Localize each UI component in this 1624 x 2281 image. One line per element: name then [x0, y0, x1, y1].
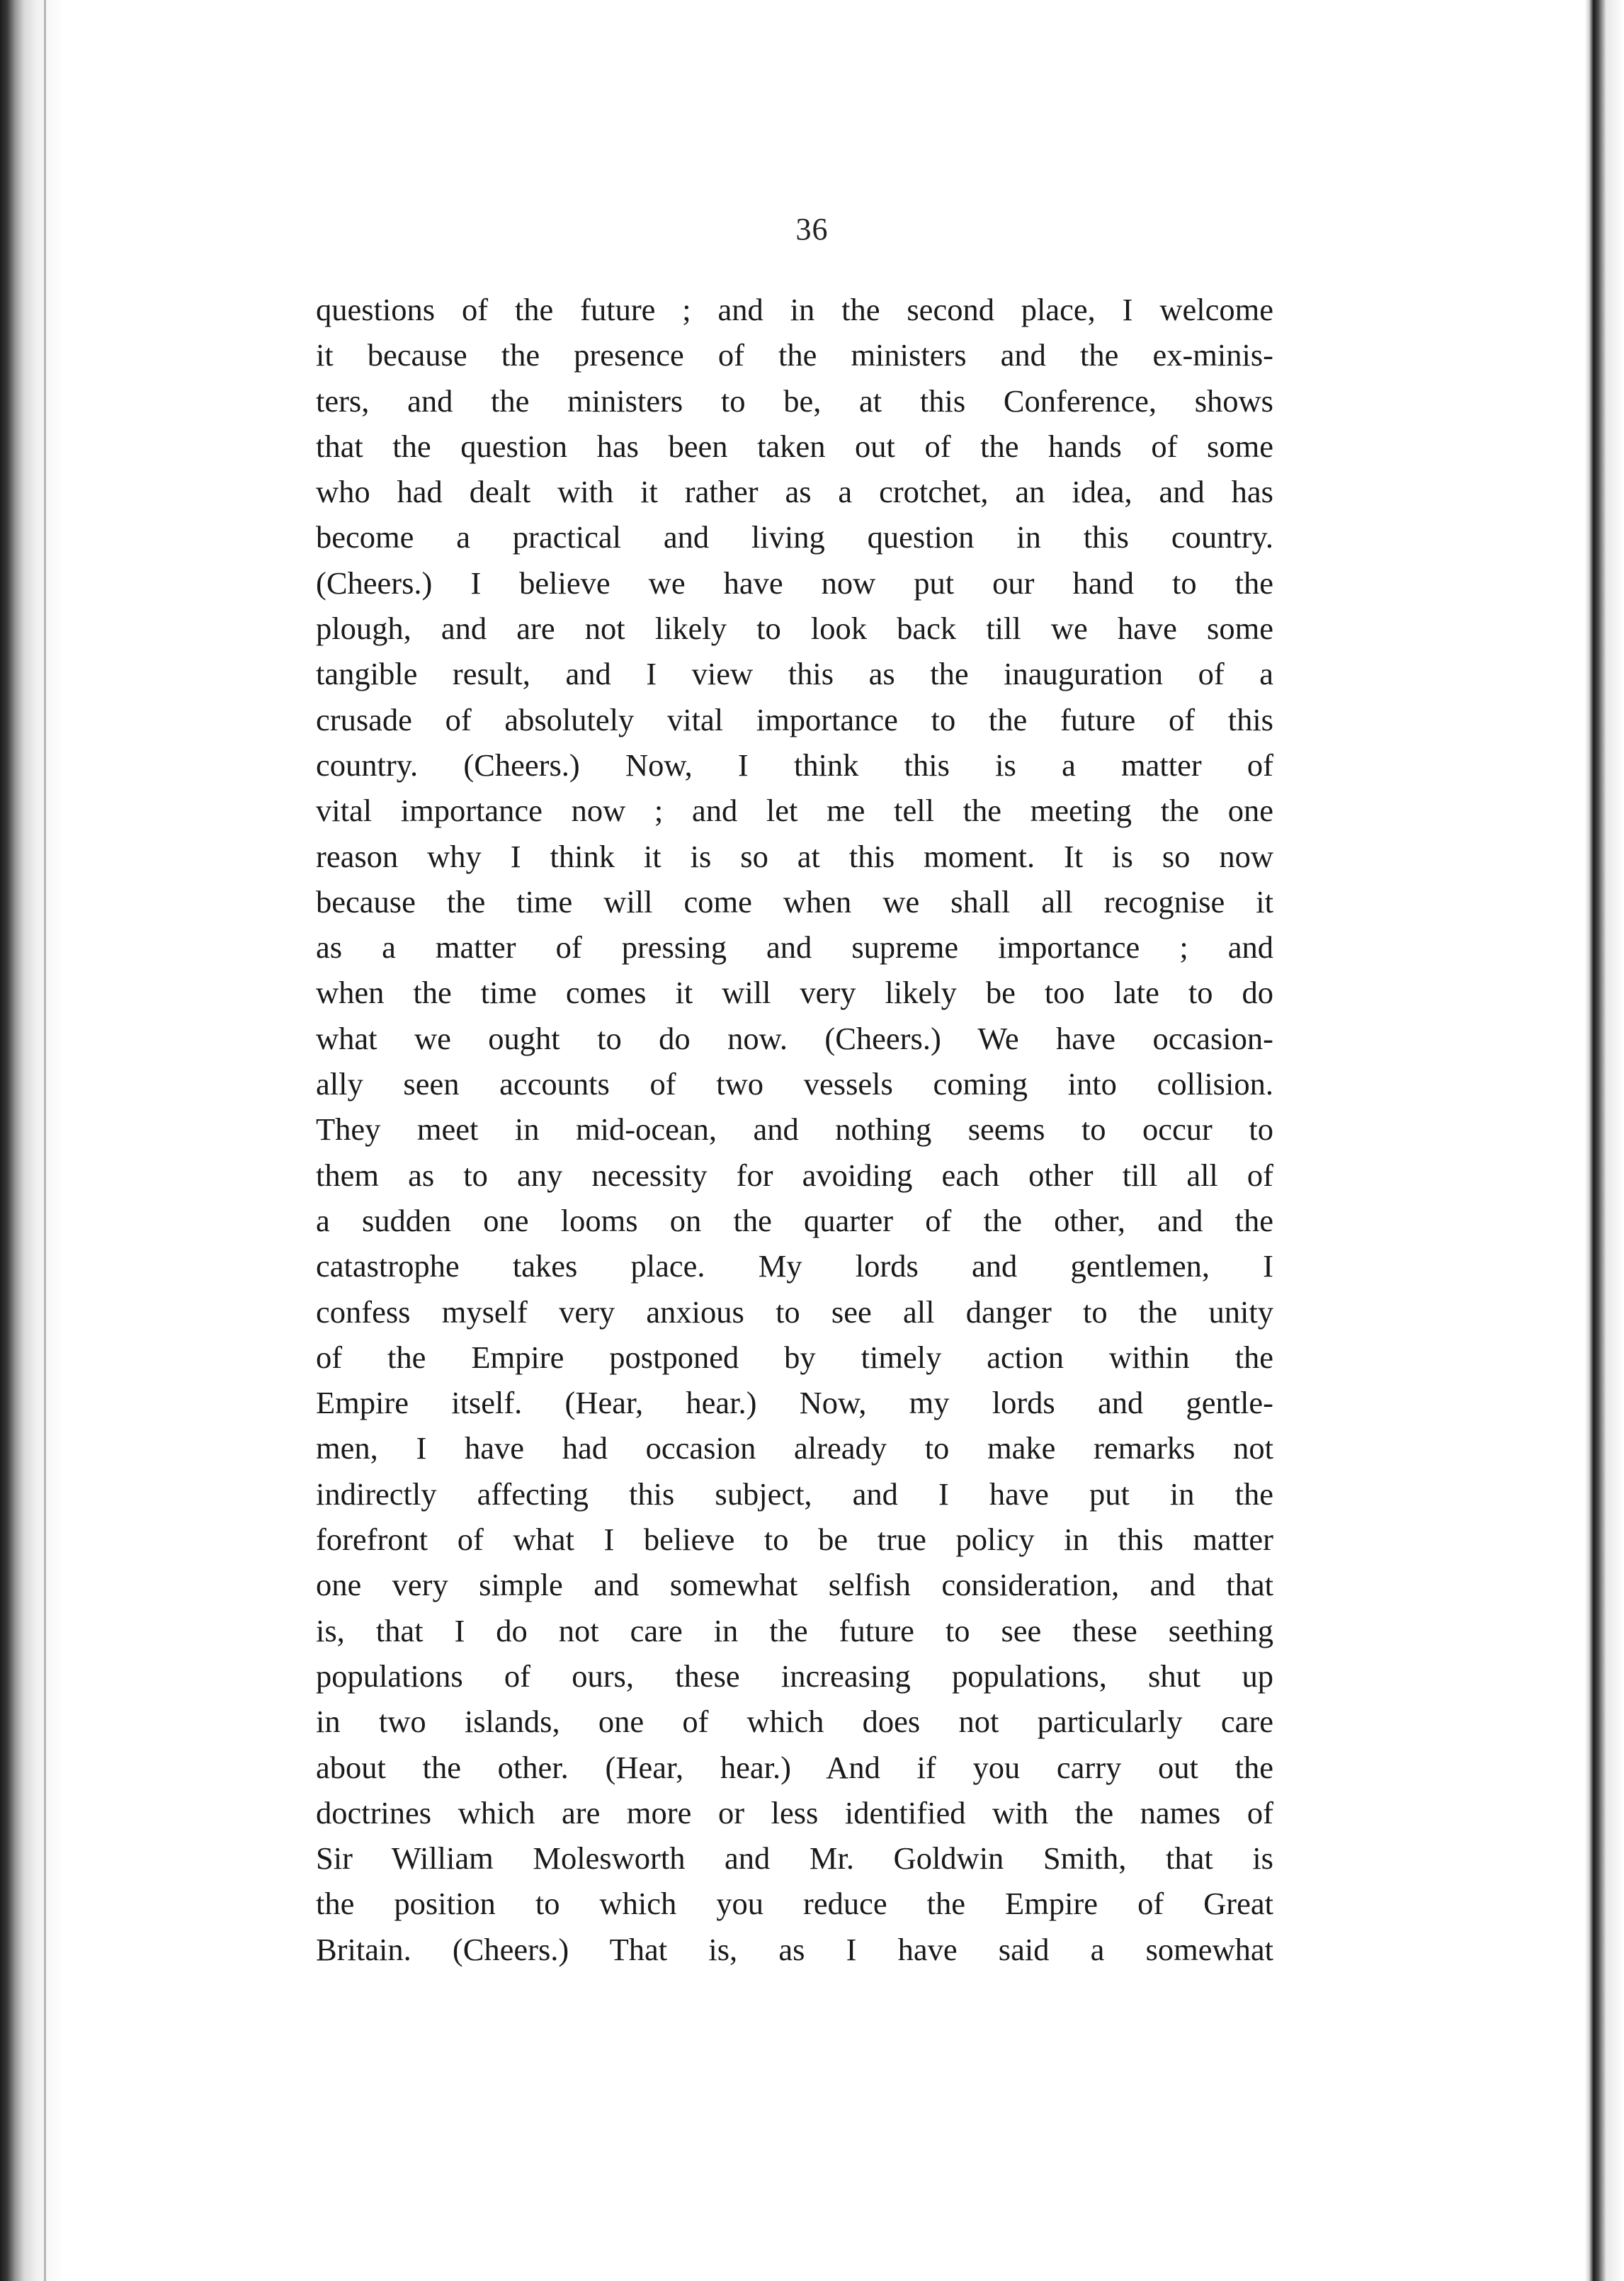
text-line: tangible result, and I view this as the inauguration of a — [316, 656, 1273, 692]
text-line: of the Empire postponed by timely action within the — [316, 1339, 1273, 1375]
text-line: reason why I think it is so at this moment. It is so now — [316, 838, 1273, 874]
text-line: indirectly affecting this subject, and I have put in the — [316, 1476, 1273, 1512]
text-line: it because the presence of the ministers and the ex-minis- — [316, 337, 1273, 373]
text-line: vital importance now ; and let me tell the meeting the one — [316, 793, 1273, 829]
text-line: ally seen accounts of two vessels coming into collision. — [316, 1066, 1273, 1102]
text-line: populations of ours, these increasing populations, shut up — [316, 1658, 1273, 1694]
text-line: Empire itself. (Hear, hear.) Now, my lords and gentle- — [316, 1385, 1273, 1421]
text-line: Britain. (Cheers.) That is, as I have said a somewhat — [316, 1931, 1273, 1967]
left-binding-edge — [0, 0, 64, 2281]
text-line: Sir William Molesworth and Mr. Goldwin Smith, that is — [316, 1840, 1273, 1877]
text-line: confess myself very anxious to see all danger to the unity — [316, 1294, 1273, 1330]
text-line: men, I have had occasion already to make remarks not — [316, 1430, 1273, 1466]
text-line: crusade of absolutely vital importance to the future of this — [316, 701, 1273, 737]
text-line: a sudden one looms on the quarter of the other, and the — [316, 1202, 1273, 1238]
text-line: them as to any necessity for avoiding each other till all of — [316, 1157, 1273, 1193]
page-number: 36 — [795, 212, 829, 247]
text-line: plough, and are not likely to look back till we have some — [316, 611, 1273, 647]
text-line: catastrophe takes place. My lords and gentlemen, I — [316, 1248, 1273, 1284]
text-line: when the time comes it will very likely be too late to do — [316, 975, 1273, 1011]
text-line: country. (Cheers.) Now, I think this is a matter of — [316, 747, 1273, 783]
text-line: what we ought to do now. (Cheers.) We have occasion- — [316, 1020, 1273, 1056]
text-line: in two islands, one of which does not particularly care — [316, 1704, 1273, 1740]
text-line: (Cheers.) I believe we have now put our hand to the — [316, 565, 1273, 601]
body-text — [316, 287, 1273, 1972]
text-line: questions of the future ; and in the second place, I welcome — [316, 292, 1273, 327]
text-line: ters, and the ministers to be, at this Conference, shows — [316, 383, 1273, 419]
text-line: the position to which you reduce the Empire of Great — [316, 1886, 1273, 1922]
text-line: that the question has been taken out of the hands of some — [316, 428, 1273, 464]
text-line: about the other. (Hear, hear.) And if you carry out the — [316, 1749, 1273, 1785]
text-line: as a matter of pressing and supreme importance ; and — [316, 929, 1273, 966]
text-line: because the time will come when we shall all recognise it — [316, 883, 1273, 919]
text-line: forefront of what I believe to be true policy in this matter — [316, 1522, 1273, 1558]
binding-line — [44, 0, 46, 2281]
right-page-edge — [1543, 0, 1624, 2281]
text-line: become a practical and living question in this country. — [316, 519, 1273, 555]
text-line: They meet in mid-ocean, and nothing seems to occur to — [316, 1111, 1273, 1148]
text-line: is, that I do not care in the future to see these seething — [316, 1612, 1273, 1648]
text-line: who had dealt with it rather as a crotchet, an idea, and has — [316, 474, 1273, 510]
text-line: doctrines which are more or less identified with the names of — [316, 1794, 1273, 1830]
text-line: one very simple and somewhat selfish consideration, and that — [316, 1567, 1273, 1603]
